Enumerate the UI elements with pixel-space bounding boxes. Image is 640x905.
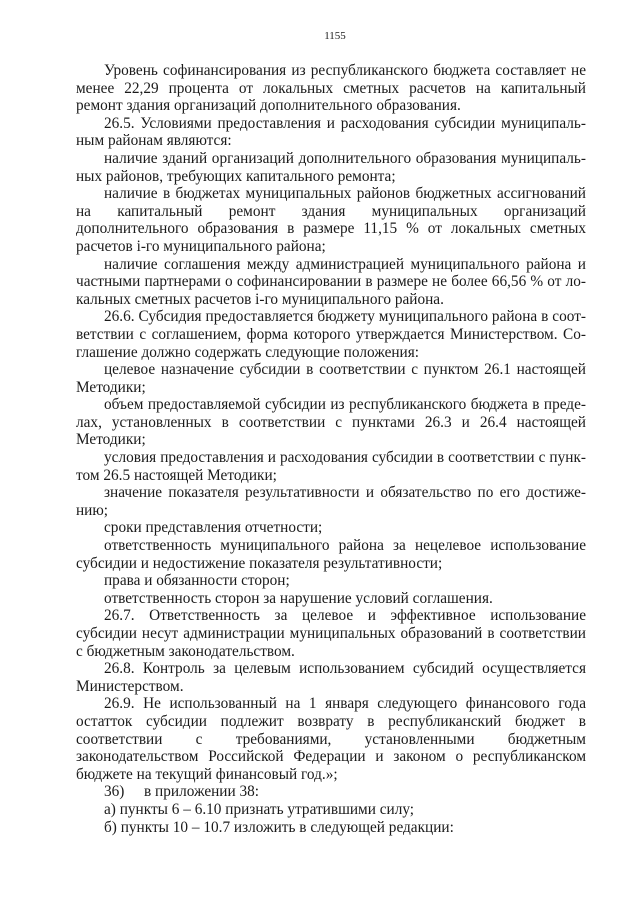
item-36 xyxy=(76,783,586,801)
provision-volume: объем предоставляемой субсидии из республиканского бюджета в пределах, установленных в соответствии с пунктами 26.3 и 26.4 настоящей Методики; xyxy=(76,396,586,449)
subitem-a: а) пункты 6 – 6.10 признать утратившими силу; xyxy=(104,800,415,818)
provision-purpose: целевое назначение субсидии в соответствии с пунктом 26.1 настоящей Методики; xyxy=(76,361,586,396)
condition-budget-allocations: наличие в бюджетах муниципальных районов бюджетных ассигнований на капитальный ремонт здания муниципальных организаций дополнительного образования в размере 11,15 % от локальных сметных расчетов i-го муниципального района; xyxy=(76,185,586,255)
provision-responsibility: ответственность муниципального района за нецелевое использование субсидии и недостижение показателя результативности; xyxy=(76,537,586,572)
paragraph-26-7: 26.7. Ответственность за целевое и эффективное использование субсидии несут администрации муниципальных образований в соответствии с бюджетным законодательством. xyxy=(76,607,586,660)
page-number: 1155 xyxy=(324,30,346,42)
paragraph-26-6: 26.6. Субсидия предоставляется бюджету муниципального района в соответствии с соглашением, форма которого утверждается Министерством. Соглашение должно содержать следующие положения: xyxy=(76,308,586,361)
condition-partner-agreement: наличие соглашения между администрацией муниципального района и частными партнерами о софинансировании в размере не более 66,56 % от локальных сметных расчетов i-го муниципального района. xyxy=(76,255,586,308)
provision-indicator: значение показателя результативности и обязательство по его достижению; xyxy=(76,484,586,519)
subitem-b: б) пункты 10 – 10.7 изложить в следующей редакции: xyxy=(104,818,454,836)
condition-buildings: наличие зданий организаций дополнительного образования муниципальных районов, требующих капитального ремонта; xyxy=(76,149,586,185)
item-36-text: в приложении 38: xyxy=(144,783,260,801)
provision-rights: права и обязанности сторон; xyxy=(104,572,290,590)
document-page xyxy=(76,30,586,836)
provision-reporting-deadlines: сроки представления отчетности; xyxy=(104,519,323,537)
item-36-number: 36) xyxy=(104,783,125,801)
paragraph-26-9: 26.9. Не использованный на 1 января следующего финансового года остатток субсидии подлежит возврату в республиканский бюджет в соответствии с требованиями, установленными бюджетным законодательством Российской Федерации и законом о республиканском бюджете на текущий финансовый год.»; xyxy=(76,695,586,783)
provision-liability: ответственность сторон за нарушение условий соглашения. xyxy=(104,589,493,607)
provision-conditions: условия предоставления и расходования субсидии в соответствии с пунктом 26.5 настоящей Методики; xyxy=(76,449,586,484)
paragraph-26-5: 26.5. Условиями предоставления и расходования субсидии муниципальным районам являются: xyxy=(76,114,586,150)
paragraph-26-8: 26.8. Контроль за целевым использованием субсидий осуществляется Министерством. xyxy=(76,660,586,695)
paragraph-cofinancing-level: Уровень софинансирования из республиканского бюджета составляет не менее 22,29 процента от локальных сметных расчетов на капитальный ремонт здания организаций дополнительного образования. xyxy=(76,62,586,115)
